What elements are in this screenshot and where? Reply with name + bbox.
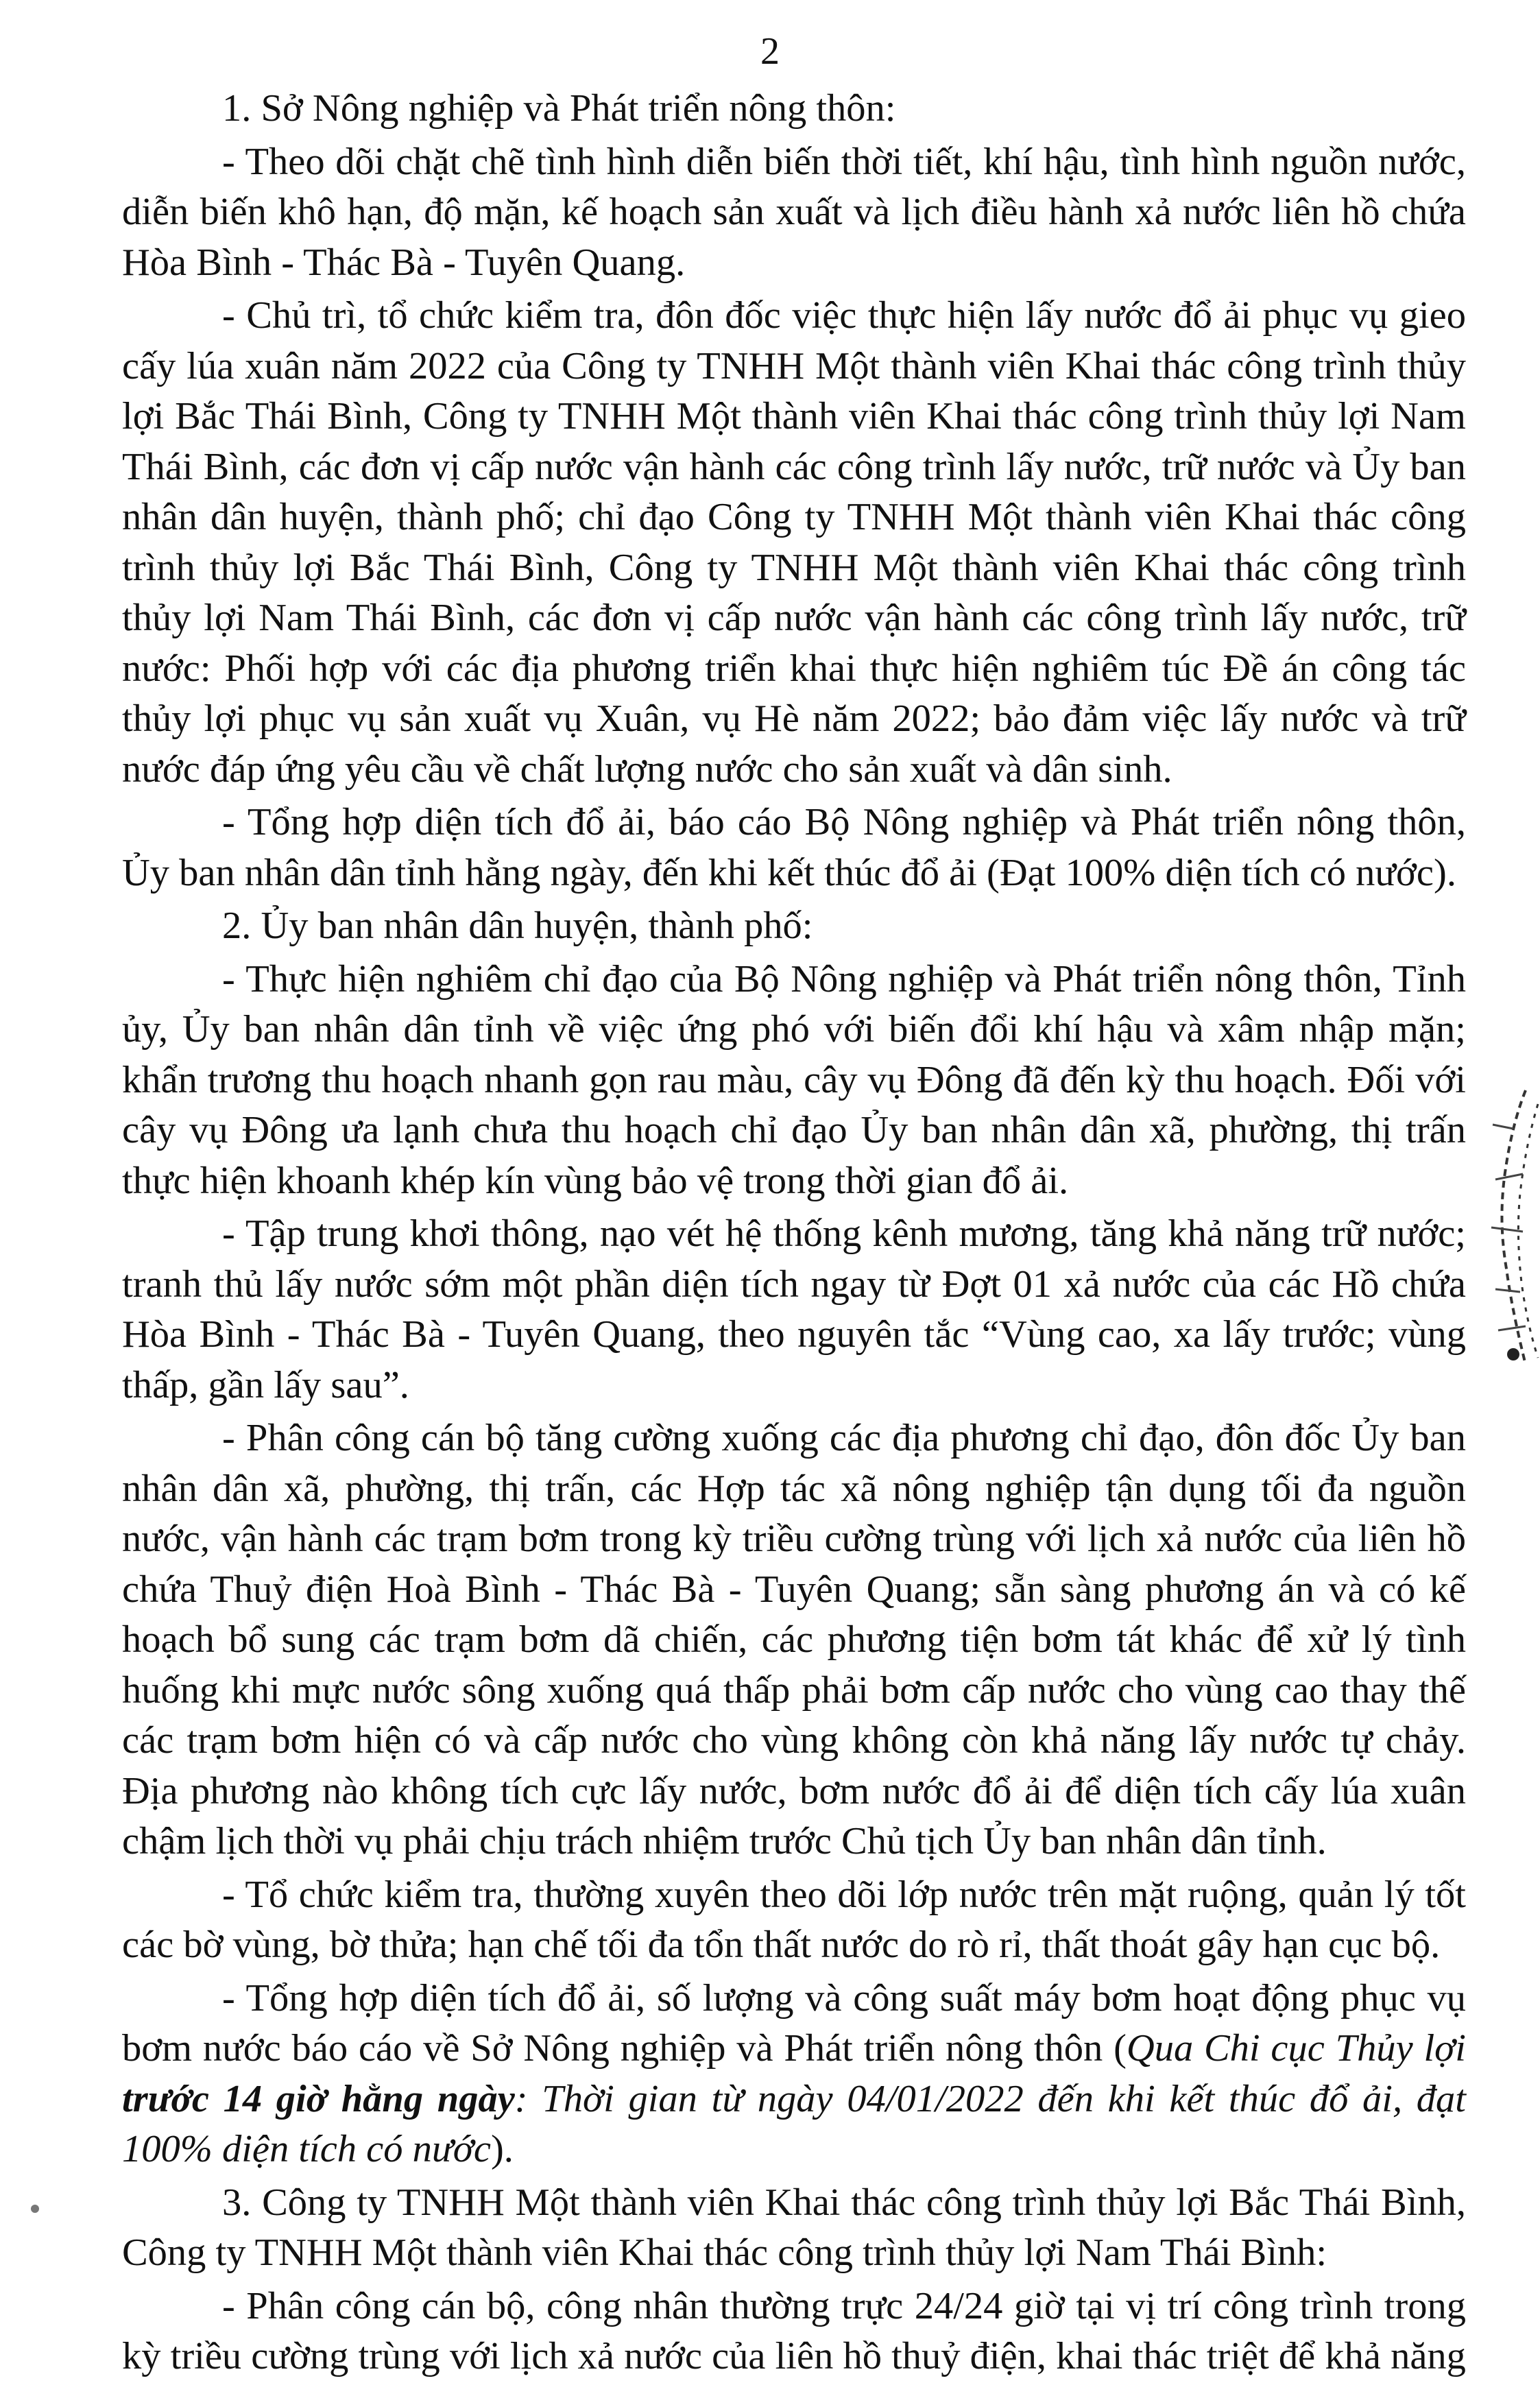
section-2-paragraph: - Tổ chức kiểm tra, thường xuyên theo dõi lớp nước trên mặt ruộng, quản lý tốt các bờ vùng, bờ thửa; hạn chế tối đa tổn thất nước do rò rỉ, thất thoát gây hạn cục bộ.: [122, 1873, 1466, 1966]
section-1-paragraph: - Tổng hợp diện tích đổ ải, báo cáo Bộ Nông nghiệp và Phát triển nông thôn, Ủy ban nhân dân tỉnh hằng ngày, đến khi kết thúc đổ ải (Đạt 100% diện tích có nước).: [122, 801, 1466, 894]
report-deadline-bold-italic: trước 14 giờ hằng ngày: [122, 2077, 515, 2120]
section-1-paragraph: - Theo dõi chặt chẽ tình hình diễn biến thời tiết, khí hậu, tình hình nguồn nước, diễn biến khô hạn, độ mặn, kế hoạch sản xuất và lịch điều hành xả nước liên hồ chứa Hòa Bình - Thác Bà - Tuyên Quang.: [122, 140, 1466, 284]
report-period-italic: : Thời gian từ ngày 04/01/2022 đến khi kết thúc đổ ải, đạt 100% diện tích có nước: [122, 2077, 1466, 2170]
section-2-paragraph: - Thực hiện nghiêm chỉ đạo của Bộ Nông nghiệp và Phát triển nông thôn, Tỉnh ủy, Ủy ban nhân dân tỉnh về việc ứng phó với biến đổi khí hậu và xâm nhập mặn; khẩn trương thu hoạch nhanh gọn rau màu, cây vụ Đông đã đến kỳ thu hoạch. Đối với cây vụ Đông ưa lạnh chưa thu hoạch chỉ đạo Ủy ban nhân dân xã, phường, thị trấn thực hiện khoanh khép kín vùng bảo vệ trong thời gian đổ ải.: [122, 957, 1466, 1202]
report-text-italic: Qua Chi cục Thủy lợi: [1126, 2027, 1466, 2070]
section-2-heading: 2. Ủy ban nhân dân huyện, thành phố:: [222, 904, 813, 947]
report-text-start: - Tổng hợp diện tích đổ ải, số lượng và công suất máy bơm hoạt động phục vụ bơm nước báo cáo về Sở Nông nghiệp và Phát triển nông thôn (: [122, 1976, 1466, 2070]
report-text-end: ).: [490, 2128, 514, 2170]
seal-stamp-edge: [1430, 1083, 1540, 1378]
section-2-paragraph: - Tập trung khơi thông, nạo vét hệ thống kênh mương, tăng khả năng trữ nước; tranh thủ lấy nước sớm một phần diện tích ngay từ Đợt 01 xả nước của các Hồ chứa Hòa Bình - Thác Bà - Tuyên Quang, theo nguyên tắc “Vùng cao, xa lấy trước; vùng thấp, gần lấy sau”.: [122, 1212, 1466, 1406]
section-1-heading: 1. Sở Nông nghiệp và Phát triển nông thôn:: [222, 87, 896, 130]
section-3-heading: 3. Công ty TNHH Một thành viên Khai thác công trình thủy lợi Bắc Thái Bình, Công ty TNHH Một thành viên Khai thác công trình thủy lợi Nam Thái Bình:: [122, 2181, 1466, 2274]
page-number: 2: [760, 30, 780, 73]
section-1-paragraph: - Chủ trì, tổ chức kiểm tra, đôn đốc việc thực hiện lấy nước đổ ải phục vụ gieo cấy lúa xuân năm 2022 của Công ty TNHH Một thành viên Khai thác công trình thủy lợi Bắc Thái Bình, Công ty TNHH Một thành viên Khai thác công trình thủy lợi Nam Thái Bình, các đơn vị cấp nước vận hành các công trình lấy nước, trữ nước và Ủy ban nhân dân huyện, thành phố; chỉ đạo Công ty TNHH Một thành viên Khai thác công trình thủy lợi Bắc Thái Bình, Công ty TNHH Một thành viên Khai thác công trình thủy lợi Nam Thái Bình, các đơn vị cấp nước vận hành các công trình lấy nước, trữ nước: Phối hợp với các địa phương triển khai thực hiện nghiêm túc Đề án công tác thủy lợi phục vụ sản xuất vụ Xuân, vụ Hè năm 2022; bảo đảm việc lấy nước và trữ nước đáp ứng yêu cầu về chất lượng nước cho sản xuất và dân sinh.: [122, 294, 1466, 791]
section-2-paragraph-report: [122, 1974, 1466, 2175]
document-body: [122, 84, 1466, 2385]
section-2-paragraph: - Phân công cán bộ tăng cường xuống các địa phương chỉ đạo, đôn đốc Ủy ban nhân dân xã, phường, thị trấn, các Hợp tác xã nông nghiệp tận dụng tối đa nguồn nước, vận hành các trạm bơm trong kỳ triều cường trùng với lịch xả nước của liên hồ chứa Thuỷ điện Hoà Bình - Thác Bà - Tuyên Quang; sẵn sàng phương án và có kế hoạch bổ sung các trạm bơm dã chiến, các phương tiện bơm tát khác để xử lý tình huống khi mực nước sông xuống quá thấp phải bơm cấp nước cho vùng cao thay thế các trạm bơm hiện có và cấp nước cho vùng không còn khả năng lấy nước tự chảy. Địa phương nào không tích cực lấy nước, bơm nước đổ ải để diện tích cấy lúa xuân chậm lịch thời vụ phải chịu trách nhiệm trước Chủ tịch Ủy ban nhân dân tỉnh.: [122, 1417, 1466, 1862]
section-3-paragraph: - Phân công cán bộ, công nhân thường trực 24/24 giờ tại vị trí công trình trong kỳ triều cường trùng với lịch xả nước của liên hồ thuỷ điện, khai thác triệt để khả năng: [122, 2284, 1466, 2377]
scan-mark: [31, 2205, 39, 2213]
